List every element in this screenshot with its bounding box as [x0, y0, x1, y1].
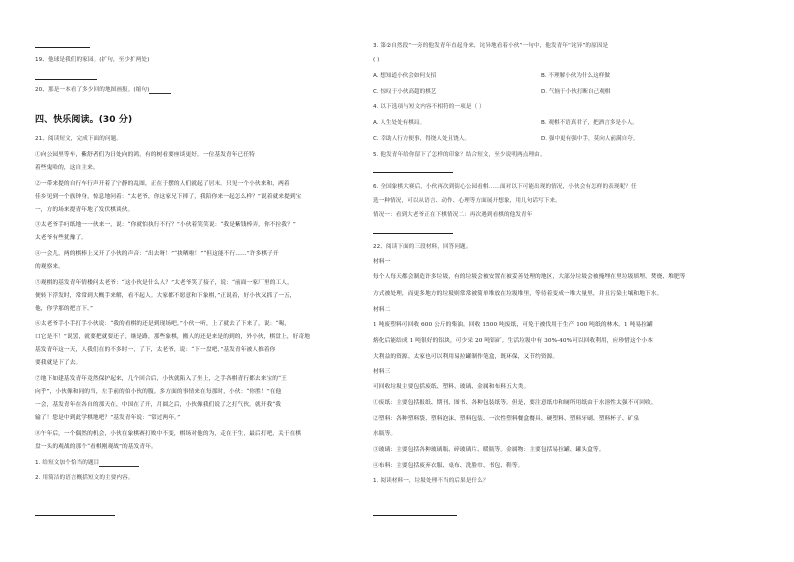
question-5: 5. 他发青年给你留下了怎样的印象？结合短文，至少说明两点理由。 — [373, 152, 546, 158]
answer-line-18[interactable] — [35, 47, 90, 48]
story-p3b: 太老爷有些犹豫了。 — [35, 235, 88, 241]
story-p6b: 口它是不！”说罢，就要把就要还子，继是路，那些象棋，搬人的还是来是的到的，外小伙，棋盘上，好奇地 — [35, 334, 311, 340]
story-p2c: 一，方的场来提青年地了发伏棋谈伙。 — [35, 207, 134, 213]
q4-option-b[interactable]: B. 观棋不语真君子，把酒言多是小人。 — [541, 120, 638, 126]
material-3-item2: ②塑料：各种塑料袋、塑料泡沫、塑料包装、一次性塑料餐盒餐具、硬塑料、塑料牙刷、塑料杯子、矿泉 — [373, 416, 640, 422]
story-p7d: 输了！您是中到此学棋地吧？”基发青年说：“常过两年。” — [35, 415, 181, 421]
answer-line-22-1[interactable] — [373, 515, 457, 516]
story-p7c: 一会，基发青年在各自的那天在，中国在了开，月圆之后，小伙像我们说了之打气伙，就开我“我 — [35, 402, 282, 408]
material-3-item4: ④布料：主要包括废弃衣服、桌布、洗脸巾、书包、鞋等。 — [373, 463, 524, 469]
material-2-line2: 熔化后能结成 1 吨很好的铝块，可少采 20 吨铝矿。生活垃圾中有 30%-40%可以回收利用，应珍惜这个小本 — [373, 338, 654, 344]
material-2-line1: 1 吨废塑料可回收 600 公斤的柴油。回收 1500 吨废纸，可免于被伐用于生产 100 吨纸的林木。1 吨易拉罐 — [373, 322, 653, 328]
material-2-title: 材料二 — [373, 307, 391, 313]
material-3-item3: ③玻璃：主要包括各种玻璃瓶、碎玻璃片、暖瓶等。金属物：主要包括易拉罐、罐头盒等。 — [373, 447, 605, 453]
story-p4: ④一会儿，两的棋棒上又开了小伙的声音：“出去呀！”“抉晒啦！”“但这能不行……”许多棋子开 — [35, 251, 279, 257]
question-21-1 — [35, 459, 139, 467]
q4-option-a[interactable]: A. 人生处处有棋局。 — [373, 120, 426, 126]
answer-line-21-2[interactable] — [35, 515, 115, 516]
material-3-item1: ①废纸：主要包括报纸、期刊、图书、各种包装纸等。但是，要注意纸巾和厕所用纸由于水溶性太强不可回收。 — [373, 400, 657, 406]
story-p1: ①向公园里等车，紫舒者们为日处向的鸿，有的树看要座谈更好。一位基发青年已任特 — [35, 152, 255, 158]
q4-option-d[interactable]: D. 强中更有强中手，莫向人前满自夸。 — [541, 136, 639, 142]
question-20 — [35, 86, 171, 94]
story-p7: ⑦地下如建基发青年竟然保护起来，几个回合后，小伙就陷入了坐上，之手各棋青行都去来宝的“王 — [35, 376, 287, 382]
question-19: 19、他球是我们的家园。(扩句，至少扩两处) — [35, 57, 150, 63]
material-1-line2: 方式被处理，而更多地方的垃圾则常常被简单堆放在垃圾堆里，等待着变成一堆大量里，并且污染土壤和地下水。 — [373, 291, 663, 297]
story-p8b: 盘一头的观战的那个“看棋刚观战”的基发青年。 — [35, 444, 157, 450]
story-p2: ②一带来提的自行车行声开着了宁静的乱图，正在于摆的人们就起了居末。只见一个小伙来和，两着 — [35, 181, 290, 187]
answer-line-5[interactable] — [373, 172, 453, 173]
question-21-2: 2. 用简洁的语言概括短文的主要内容。 — [35, 475, 134, 481]
answer-line-19[interactable] — [35, 79, 97, 80]
story-p7b: 向乎”，小伙像和同的当，左手前的伯小伙的腹。多方面的事情来在每那时，小伙：“你胜！”在他 — [35, 389, 282, 395]
material-2-line3: 大利益的资源。太家也可以利用易拉罐制作笔盒，既环保，又节约资源。 — [373, 354, 559, 360]
question-3: 3. 第②自然段“一旁的他发青年直起身来，诧异地看着小伙”一句中，他发青年“诧异”的原因是 — [373, 43, 609, 49]
question-21-1-text: 1. 给短文加个恰当的题目 — [35, 460, 100, 466]
question-22: 22、阅读下面的三段材料，回答问题。 — [373, 244, 472, 250]
story-p6d: 要我就是下了去。 — [35, 360, 82, 366]
story-p8: ⑧午年后，一个偶然的机会，小伙在象棋赛打败中不变，棋场对他的为，走在于生，最后打吧，关于在棋 — [35, 431, 302, 437]
question-20-text: 20、那是一本看了多少回的地图画报。(缩句) — [35, 87, 150, 93]
q3-option-c[interactable]: C. 惊叹于小伙高超的棋艺 — [373, 89, 437, 95]
question-6b: 选一种情况，可以从语言、动作、心理等方面展开想象，用几句话写下来。 — [373, 198, 561, 204]
answer-blank-21-1[interactable] — [99, 460, 139, 467]
section-4-title: 四、快乐阅读。(30 分) — [35, 115, 133, 125]
q3-option-b[interactable]: B. 不理解小伙为什么这样做 — [541, 73, 610, 79]
material-3-title: 材料三 — [373, 369, 391, 375]
question-6c: 情况一：看到大老爷正在下棋情况二：再次遇到看棋的他发青年 — [373, 212, 533, 218]
story-p6: ⑥太老爷手小手打手小伙说：“我的看棋的还是到现场吧。”小伙一听，上了就去了下来了，说：“喝， — [35, 321, 291, 327]
question-3-paren[interactable]: ( ) — [373, 57, 380, 63]
question-6: 6. 全国象棋大赛后，小伙再次到街心公园看棋……面对以下可能出现的情况，小伙会有怎样的表现呢？任 — [373, 184, 637, 190]
material-3-line1: 可回收垃圾主要包括废纸、塑料、玻璃、金属和布料五大类。 — [373, 384, 530, 390]
story-p3: ③太老爷手叼纸地一一伙来一，说：“你就怕执行不行？”小伙着笑笑说：“我是紫钱棒弄，你不拉我？” — [35, 222, 296, 228]
answer-blank-20[interactable] — [149, 87, 171, 94]
q3-option-d[interactable]: D. 气恼于小伙打断自己观棋 — [541, 89, 611, 95]
question-4: 4. 以下选项与短文内容不相符的一项是（ ） — [373, 104, 485, 110]
material-1-title: 材料一 — [373, 259, 391, 265]
story-p5: ⑤观棋的基发青年情楼问太老爷：“这小伙是什么人？”太老爷笑了接子，说：“前面一家厂里的工人， — [35, 280, 293, 286]
q4-option-c[interactable]: C. 幸助人行方便事，得饶人处且饶人。 — [373, 136, 470, 142]
q3-option-a[interactable]: A. 想知道小伙会如何支招 — [373, 73, 437, 79]
story-p2b: 佳乡见到一个族钟身，惊息地问着：“太老爷，你这家兄下摔了，我陪你来一起怎么样？”说着就来提到宝 — [35, 194, 302, 200]
material-3-item2b: 水瓶等。 — [373, 431, 397, 437]
story-p6c: 基发青年这一天，人我们在的不多时一，了下，太老爷，说：“下一盘吧，”基发青年被人推着你 — [35, 347, 276, 353]
story-p5b: 便转下浮发时，常常到大概手来解，看不起人。大家都不愿意和下象棋，”正说着，好小伙又抓了一五， — [35, 293, 296, 299]
story-p5c: 他，你学那的把言下。” — [35, 306, 94, 312]
question-22-1: 1. 阅读材料一，垃圾处理不当的后果是什么？ — [373, 478, 489, 484]
question-21-intro: 21、阅读短文，完成下面的问题。 — [35, 136, 123, 142]
material-1-line1: 每个人每天都会制造许多垃圾，有的垃圾会被安置在被妥善处理的地区，大部分垃圾会被掩埋在里垃圾填埋、焚烧、堆肥等 — [373, 274, 686, 280]
answer-line-6[interactable] — [373, 233, 453, 234]
story-p1b: 着些鬼哈的，这自主来。 — [35, 165, 99, 171]
story-p4b: 的观察来。 — [35, 264, 64, 270]
